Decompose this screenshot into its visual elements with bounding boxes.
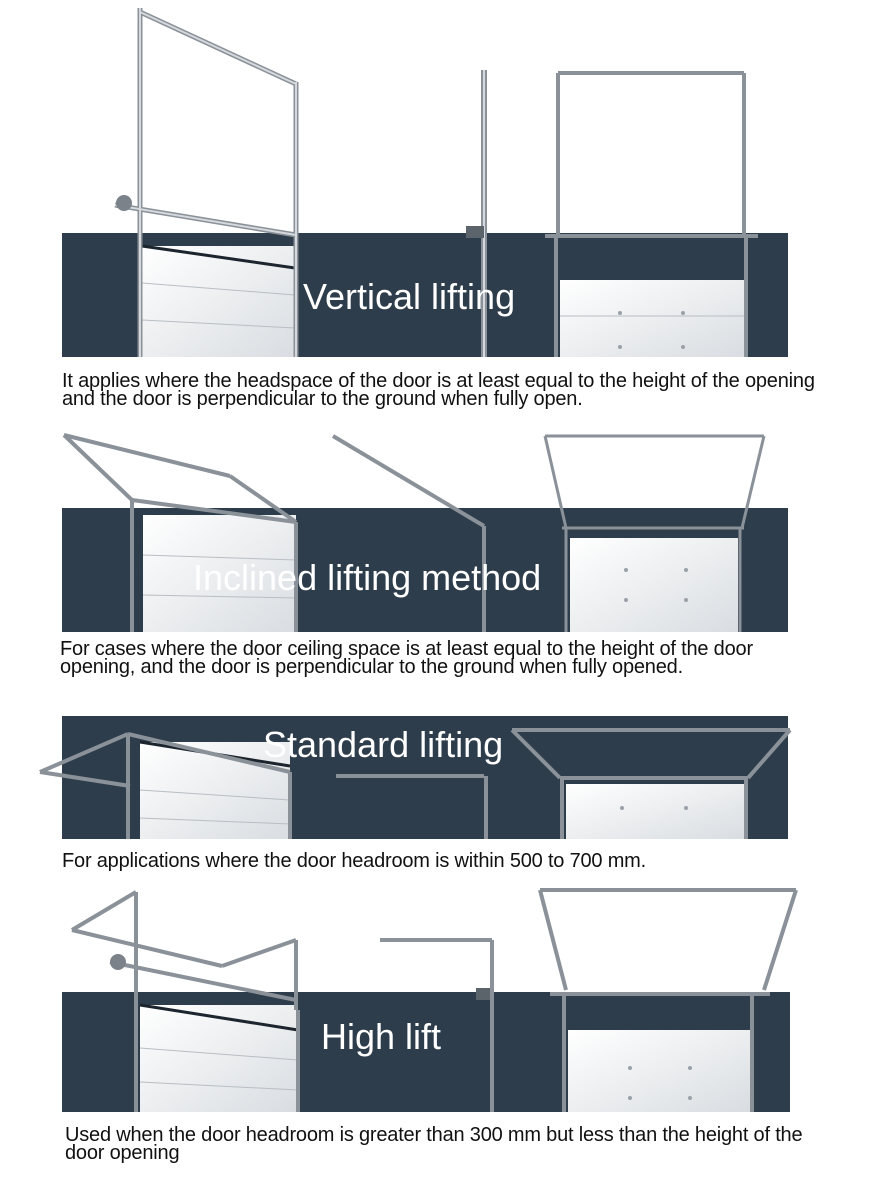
section-title-high-lift: High lift [321, 1016, 442, 1057]
inclined-lifting-illustration [64, 435, 764, 632]
section-caption-vertical: It applies where the headspace of the door is at least equal to the height of the opening and the door is perpendicular to the ground when fully open. [62, 370, 815, 410]
section-caption-standard: For applications where the door headroom is within 500 to 700 mm. [62, 850, 646, 872]
door-panel [560, 280, 744, 357]
door-panel [142, 246, 295, 357]
door-panel [570, 538, 738, 632]
high-lift-illustration [72, 890, 796, 1112]
section-title-standard: Standard lifting [263, 724, 504, 765]
section-title-vertical: Vertical lifting [303, 276, 516, 317]
inclined-track-side [333, 436, 484, 632]
standard-track-side [336, 776, 486, 839]
door-panel [568, 1030, 750, 1112]
section-title-inclined: Inclined lifting method [193, 557, 542, 598]
section-caption-high-lift: Used when the door headroom is greater than 300 mm but less than the height of the door opening [65, 1124, 803, 1164]
section-caption-inclined: For cases where the door ceiling space is at least equal to the height of the door opening, and the door is perpendicular to the ground when fully opened. [60, 638, 753, 678]
door-panel [566, 784, 744, 839]
